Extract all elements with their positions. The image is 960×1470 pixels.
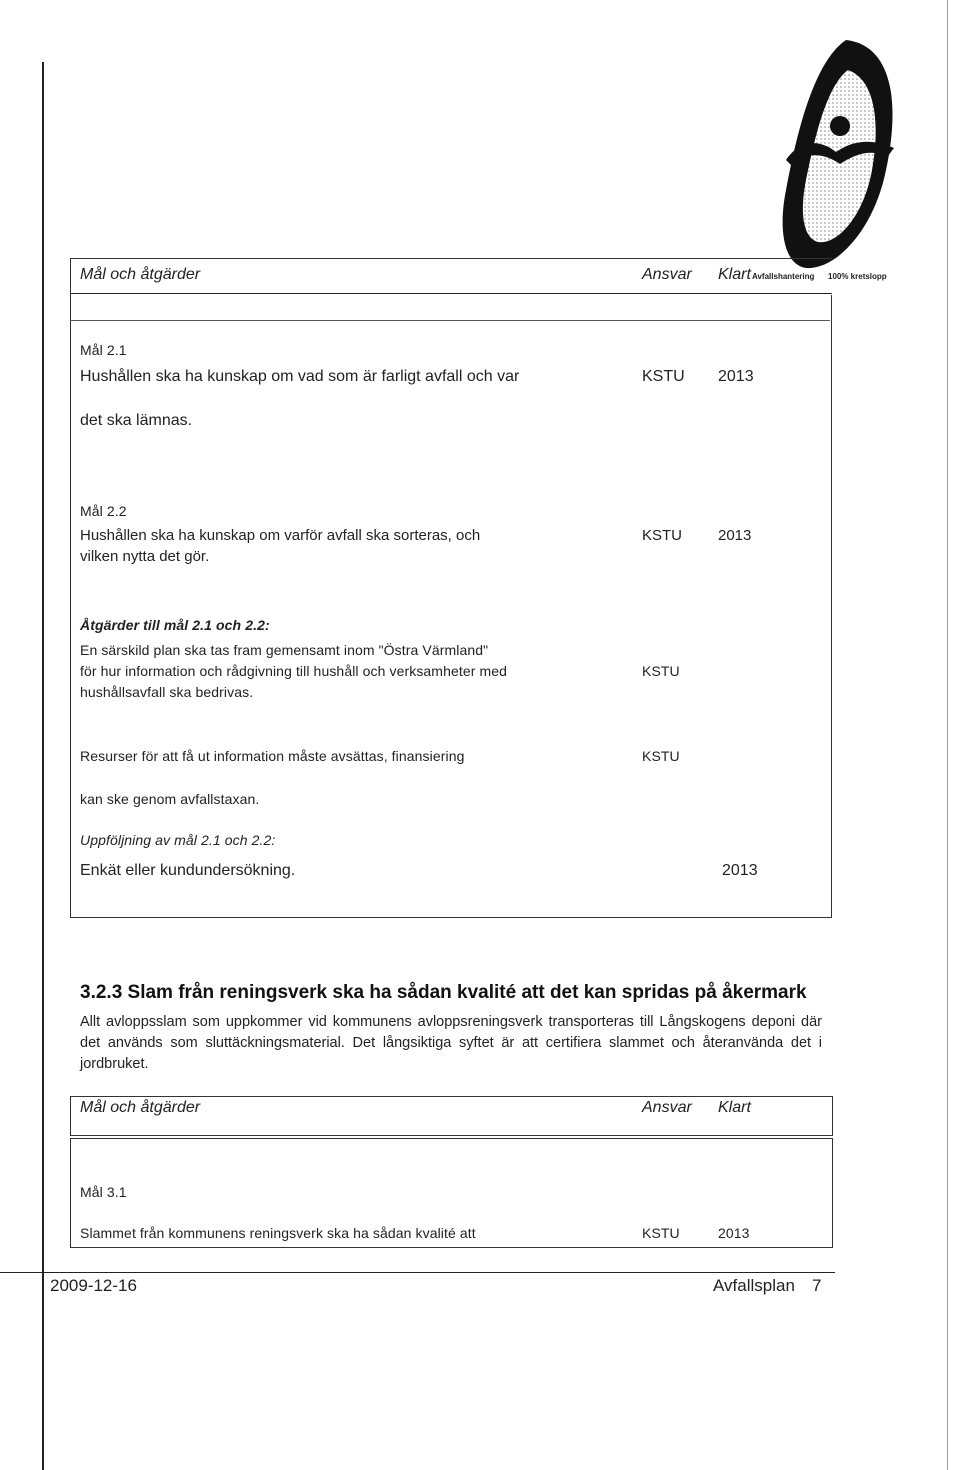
resources-line2: kan ske genom avfallstaxan. [80, 791, 260, 807]
table1-header-col2: Ansvar [642, 266, 692, 283]
logo-caption-right: 100% kretslopp [828, 272, 887, 281]
table1-header-col3: Klart [718, 266, 751, 283]
measures-heading: Åtgärder till mål 2.1 och 2.2: [80, 617, 270, 633]
goal-2-2-klart: 2013 [718, 527, 752, 544]
table1-header-col1: Mål och åtgärder [80, 266, 201, 283]
footer-title: Avfallsplan [713, 1276, 795, 1295]
footer-rule [0, 1272, 835, 1273]
measures-line1: En särskild plan ska tas fram gemensamt inom "Östra Värmland" [80, 642, 489, 658]
goal-2-2-ansvar: KSTU [642, 527, 683, 544]
table1-header-divider [70, 293, 832, 294]
logo-caption-left: Avfallshantering [752, 272, 815, 281]
table1-frame [70, 258, 832, 918]
goal-2-1-klart: 2013 [718, 368, 754, 385]
goal-3-1-klart: 2013 [718, 1225, 750, 1241]
goal-2-2-line1: Hushållen ska ha kunskap om varför avfall ska sorteras, och [80, 527, 481, 544]
table1-top-cut [70, 320, 830, 321]
resources-line1: Resurser för att få ut information måste avsättas, finansiering [80, 748, 465, 764]
table2-header-col2: Ansvar [642, 1099, 692, 1116]
left-margin-line [42, 62, 44, 1470]
goal-2-2-label: Mål 2.2 [80, 503, 127, 519]
goal-2-1-line2: det ska lämnas. [80, 412, 193, 429]
section-paragraph: Allt avloppsslam som uppkommer vid kommunens avloppsreningsverk transporteras till Långskogens deponi där det används som sluttäckningsmaterial. Det långsiktiga syftet är att certifiera slammet och återanvända det i jordbruket. [80, 1014, 822, 1072]
goal-2-1-label: Mål 2.1 [80, 342, 127, 358]
table2-header-col1: Mål och åtgärder [80, 1099, 201, 1116]
goal-3-1-label: Mål 3.1 [80, 1184, 127, 1200]
measures-ansvar: KSTU [642, 663, 680, 679]
footer-date: 2009-12-16 [50, 1276, 137, 1295]
goal-2-2-line2: vilken nytta det gör. [80, 548, 210, 565]
footer-page-number: 7 [812, 1276, 822, 1295]
goal-3-1-line1: Slammet från kommunens reningsverk ska ha sådan kvalité att [80, 1225, 476, 1241]
followup-text: Enkät eller kundundersökning. [80, 862, 296, 879]
table2-header-col3: Klart [718, 1099, 751, 1116]
followup-klart: 2013 [722, 862, 758, 879]
goal-2-1-line1: Hushållen ska ha kunskap om vad som är farligt avfall och var [80, 368, 520, 385]
measures-line3: hushållsavfall ska bedrivas. [80, 684, 254, 700]
measures-line2: för hur information och rådgivning till hushåll och verksamheter med [80, 663, 508, 679]
swirl-figure-logo [776, 30, 906, 275]
table1-right-border [831, 295, 832, 917]
section-heading: 3.2.3 Slam från reningsverk ska ha sådan kvalité att det kan spridas på åkermark [80, 982, 807, 1003]
followup-heading: Uppföljning av mål 2.1 och 2.2: [80, 832, 276, 848]
goal-2-1-ansvar: KSTU [642, 368, 685, 385]
goal-3-1-ansvar: KSTU [642, 1225, 680, 1241]
resources-ansvar: KSTU [642, 748, 680, 764]
right-margin-line [947, 0, 948, 1470]
